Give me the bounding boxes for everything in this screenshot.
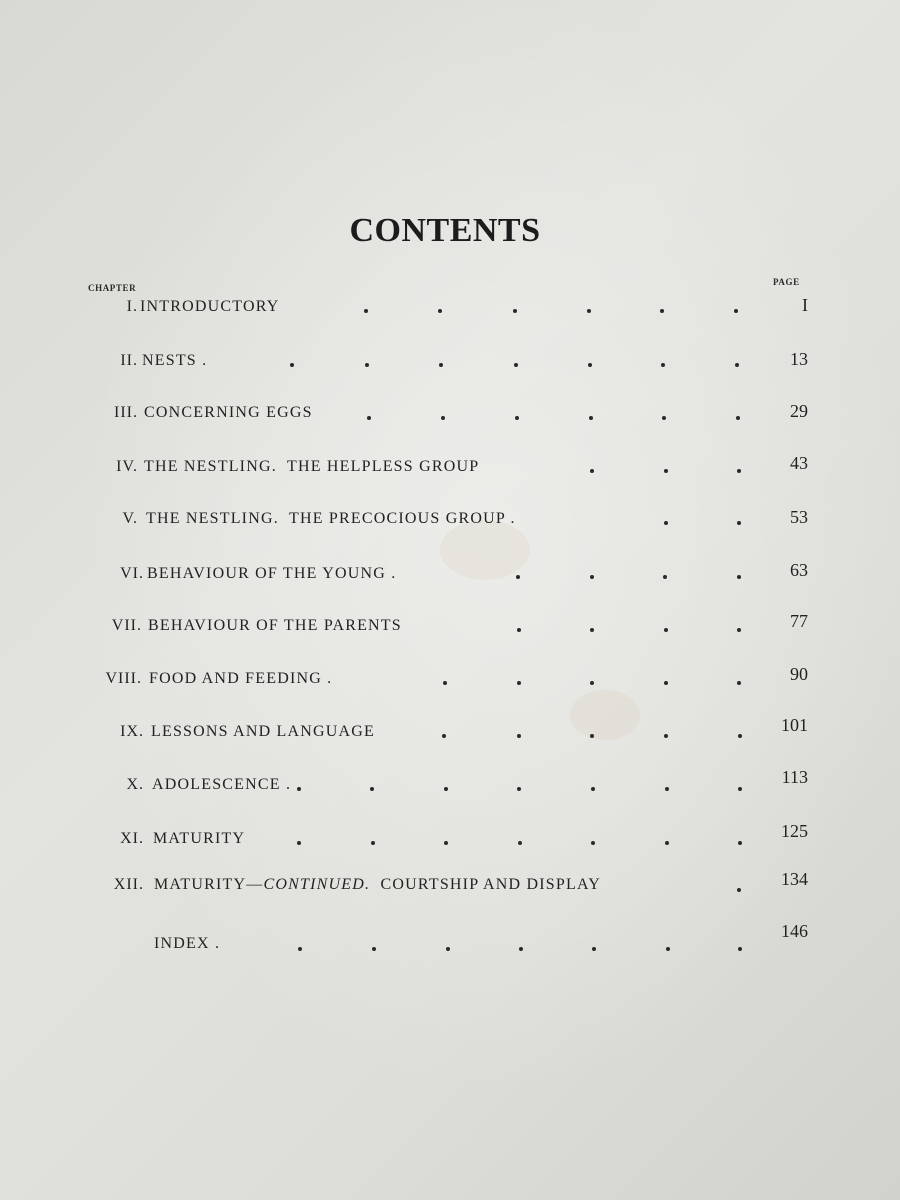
- leader-dot: [590, 734, 594, 738]
- toc-entry: [0, 821, 900, 860]
- leader-dot: [517, 734, 521, 738]
- leader-dot: [297, 787, 301, 791]
- chapter-title: LESSONS AND LANGUAGE: [151, 723, 376, 740]
- chapter-title: THE NESTLING. THE HELPLESS GROUP: [144, 458, 480, 475]
- chapter-title: INDEX .: [154, 935, 221, 952]
- leader-dot: [664, 521, 668, 525]
- leader-dot: [664, 628, 668, 632]
- chapter-number: VII.: [111, 617, 142, 634]
- leader-dot: [737, 575, 741, 579]
- page-number: 13: [790, 349, 808, 369]
- toc-entry: [0, 295, 900, 328]
- leader-dot: [439, 363, 443, 367]
- page-number: I: [802, 295, 808, 315]
- chapter-number: XI.: [120, 830, 144, 847]
- leader-dot: [444, 841, 448, 845]
- leader-dot: [298, 947, 302, 951]
- chapter-title: THE NESTLING. THE PRECOCIOUS GROUP .: [146, 510, 516, 527]
- toc-entry: [0, 921, 900, 965]
- toc-entry: [0, 611, 900, 647]
- leader-dot: [297, 841, 301, 845]
- leader-dot: [444, 787, 448, 791]
- leader-dot: [660, 309, 664, 313]
- leader-dot: [737, 521, 741, 525]
- chapter-number: I.: [126, 298, 138, 315]
- leader-dot: [664, 734, 668, 738]
- leader-dot: [738, 947, 742, 951]
- chapter-number: IV.: [116, 458, 138, 475]
- leader-dot: [441, 416, 445, 420]
- leader-dot: [517, 681, 521, 685]
- leader-dot: [513, 309, 517, 313]
- chapter-title-prefix: MATURITY—: [154, 876, 264, 893]
- leader-dot: [737, 469, 741, 473]
- leader-dot: [661, 363, 665, 367]
- page-number: 43: [790, 453, 808, 473]
- leader-dot: [442, 734, 446, 738]
- chapter-title: MATURITY: [153, 830, 246, 847]
- leader-dot: [591, 787, 595, 791]
- leader-dot: [737, 888, 741, 892]
- page-number: 146: [781, 921, 808, 941]
- page-number: 113: [781, 767, 808, 787]
- leader-dot: [590, 628, 594, 632]
- chapter-number: XII.: [113, 876, 144, 893]
- leader-dot: [591, 841, 595, 845]
- page-column-header: PAGE: [773, 277, 800, 287]
- leader-dot: [588, 363, 592, 367]
- leader-dot: [665, 787, 669, 791]
- toc-entry: [0, 507, 900, 540]
- leader-dot: [518, 841, 522, 845]
- toc-entry: [0, 560, 900, 595]
- leader-dot: [590, 469, 594, 473]
- chapter-title: BEHAVIOUR OF THE PARENTS: [148, 617, 402, 634]
- toc-entry: [0, 453, 900, 488]
- leader-dot: [735, 363, 739, 367]
- toc-entry: [0, 664, 900, 700]
- toc-entry: [0, 869, 900, 906]
- leader-dot: [590, 681, 594, 685]
- leader-dot: [516, 575, 520, 579]
- chapter-number: VIII.: [105, 670, 142, 687]
- leader-dot: [737, 628, 741, 632]
- leader-dot: [734, 309, 738, 313]
- leader-dot: [370, 787, 374, 791]
- leader-dot: [365, 363, 369, 367]
- leader-dot: [738, 734, 742, 738]
- leader-dot: [592, 947, 596, 951]
- chapter-title: FOOD AND FEEDING .: [149, 670, 333, 687]
- chapter-title: CONCERNING EGGS: [144, 404, 313, 421]
- leader-dot: [443, 681, 447, 685]
- leader-dot: [665, 841, 669, 845]
- leader-dot: [737, 681, 741, 685]
- leader-dot: [517, 787, 521, 791]
- chapter-title: INTRODUCTORY: [140, 298, 280, 315]
- chapter-number: IX.: [120, 723, 144, 740]
- leader-dot: [664, 681, 668, 685]
- toc-entry: [0, 401, 900, 434]
- leader-dot: [589, 416, 593, 420]
- chapter-number: V.: [122, 510, 138, 527]
- chapter-title-italic: CONTINUED.: [263, 876, 371, 893]
- toc-entry: [0, 715, 900, 753]
- leader-dot: [517, 628, 521, 632]
- leader-dot: [371, 841, 375, 845]
- chapter-column-header: CHAPTER: [88, 283, 137, 293]
- leader-dot: [587, 309, 591, 313]
- chapter-number: VI.: [120, 565, 144, 582]
- page-number: 63: [790, 560, 808, 580]
- leader-dot: [515, 416, 519, 420]
- leader-dot: [367, 416, 371, 420]
- chapter-number: II.: [120, 352, 138, 369]
- leader-dot: [662, 416, 666, 420]
- chapter-title: NESTS .: [142, 352, 208, 369]
- leader-dot: [364, 309, 368, 313]
- page-number: 77: [790, 611, 808, 631]
- chapter-number: X.: [126, 776, 144, 793]
- leader-dot: [590, 575, 594, 579]
- leader-dot: [519, 947, 523, 951]
- leader-dot: [372, 947, 376, 951]
- page-number: 125: [781, 821, 808, 841]
- page-number: 53: [790, 507, 808, 527]
- page-number: 101: [781, 715, 808, 735]
- leader-dot: [446, 947, 450, 951]
- leader-dot: [664, 469, 668, 473]
- chapter-number: III.: [114, 404, 138, 421]
- chapter-title: BEHAVIOUR OF THE YOUNG .: [147, 565, 397, 582]
- leader-dot: [663, 575, 667, 579]
- toc-entry: [0, 767, 900, 806]
- page-title: CONTENTS: [349, 212, 541, 249]
- chapter-title: [154, 876, 601, 894]
- toc-entry: [0, 349, 900, 382]
- leader-dot: [514, 363, 518, 367]
- page-number: 29: [790, 401, 808, 421]
- leader-dot: [738, 841, 742, 845]
- page-number: 134: [781, 869, 808, 889]
- page-number: 90: [790, 664, 808, 684]
- leader-dot: [666, 947, 670, 951]
- leader-dot: [290, 363, 294, 367]
- leader-dot: [738, 787, 742, 791]
- chapter-title-suffix: COURTSHIP AND DISPLAY: [370, 876, 601, 893]
- leader-dot: [438, 309, 442, 313]
- chapter-title: ADOLESCENCE .: [152, 776, 292, 793]
- leader-dot: [736, 416, 740, 420]
